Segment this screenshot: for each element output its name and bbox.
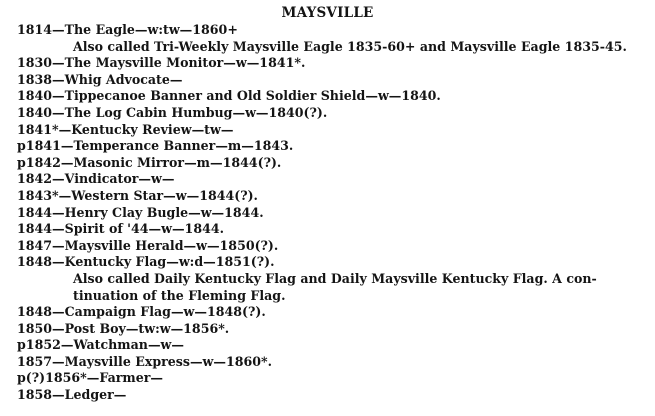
list-item: 1844—Henry Clay Bugle—w—1844. (17, 204, 264, 220)
list-item: 1850—Post Boy—tw:w—1856*. (17, 320, 230, 336)
list-item: 1841*—Kentucky Review—tw— (17, 121, 234, 137)
list-item: 1858—Ledger— (17, 387, 127, 403)
list-item: 1840—The Log Cabin Humbug—w—1840(?). (17, 104, 328, 120)
list-item: 1838—Whig Advocate— (17, 71, 183, 87)
list-item-note: tinuation of the Fleming Flag. (73, 287, 286, 303)
list-item: 1847—Maysville Herald—w—1850(?). (17, 237, 279, 253)
list-item: p1852—Watchman—w— (17, 337, 184, 353)
list-item-note: Also called Daily Kentucky Flag and Daily Maysville Kentucky Flag. A con- (73, 270, 597, 286)
list-item: 1848—Kentucky Flag—w:d—1851(?). (17, 254, 275, 270)
page-title: MAYSVILLE (281, 5, 374, 21)
list-item: 1840—Tippecanoe Banner and Old Soldier Shield—w—1840. (17, 88, 441, 104)
list-item: 1844—Spirit of '44—w—1844. (17, 221, 224, 237)
list-item: 1830—The Maysville Monitor—w—1841*. (17, 55, 306, 71)
list-item-note: Also called Tri-Weekly Maysville Eagle 1835-60+ and Maysville Eagle 1835-45. (73, 38, 627, 54)
list-item: 1857—Maysville Express—w—1860*. (17, 353, 273, 369)
list-item: 1814—The Eagle—w:tw—1860+ (17, 22, 238, 37)
list-item: p1841—Temperance Banner—m—1843. (17, 138, 294, 154)
list-item: 1843*—Western Star—w—1844(?). (17, 187, 258, 203)
newspaper-list (17, 22, 637, 404)
list-item: p1842—Masonic Mirror—m—1844(?). (17, 154, 282, 170)
list-item: p(?)1856*—Farmer— (17, 370, 163, 386)
list-item: 1842—Vindicator—w— (17, 171, 175, 187)
list-item: 1848—Campaign Flag—w—1848(?). (17, 304, 266, 320)
